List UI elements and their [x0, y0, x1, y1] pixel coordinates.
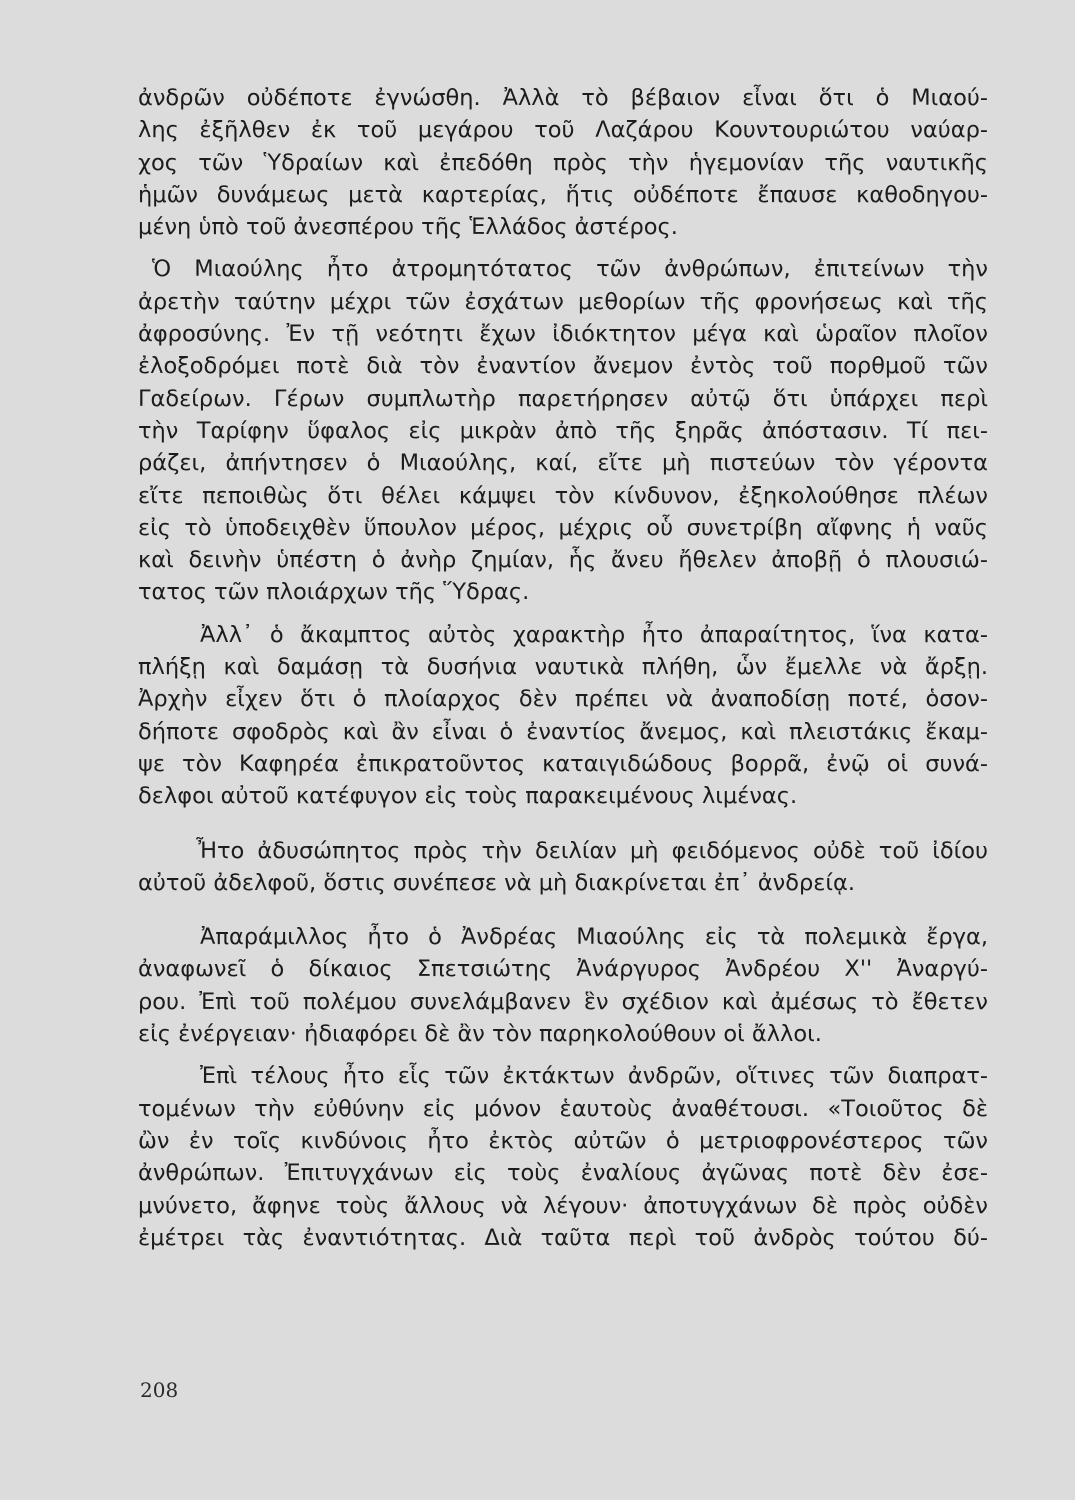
- text-line: ἀνθρώπων. Ἐπιτυγχάνων εἰς τοὺς ἐναλίους ἀγῶνας ποτὲ δὲν ἐσε-: [138, 1160, 988, 1187]
- paragraph-5: [138, 921, 988, 1050]
- text-line: ἐμέτρει τὰς ἐναντιότητας. Διὰ ταῦτα περὶ τοῦ ἀνδρὸς τούτου δύ-: [138, 1224, 988, 1251]
- text-line: Ἀπαράμιλλος ἦτο ὁ Ἀνδρέας Μιαούλης εἰς τὰ πολεμικὰ ἔργα,: [200, 924, 988, 951]
- paragraph-3: [138, 619, 988, 813]
- text-line: Ἀλλ᾽ ὁ ἄκαμπτος αὐτὸς χαρακτὴρ ἦτο ἀπαραίτητος, ἵνα κατα-: [200, 621, 988, 648]
- text-line: ἀνδρῶν οὐδέποτε ἐγνώσθη. Ἀλλὰ τὸ βέβαιον εἶναι ὅτι ὁ Μιαού-: [138, 85, 988, 111]
- text-line: τὴν Ταρίφην ὕφαλος εἰς μικρὰν ἀπὸ τῆς ξηρᾶς ἀπόστασιν. Τί πει-: [138, 417, 988, 444]
- text-line: εἴτε πεποιθὼς ὅτι θέλει κάμψει τὸν κίνδυνον, ἐξηκολούθησε πλέων: [138, 482, 988, 509]
- text-line: χος τῶν Ὑδραίων καὶ ἐπεδόθη πρὸς τὴν ἡγεμονίαν τῆς ναυτικῆς: [138, 149, 988, 176]
- text-line: πλήξῃ καὶ δαμάσῃ τὰ δυσήνια ναυτικὰ πλήθη, ὧν ἔμελλε νὰ ἄρξῃ.: [138, 654, 988, 681]
- text-line: μένη ὑπὸ τοῦ ἀνεσπέρου τῆς Ἑλλάδος ἀστέρος.: [138, 214, 678, 241]
- text-line: ἐλοξοδρόμει ποτὲ διὰ τὸν ἐναντίον ἄνεμον ἐντὸς τοῦ πορθμοῦ τῶν: [138, 353, 988, 380]
- text-line: ἀναφωνεῖ ὁ δίκαιος Σπετσιώτης Ἀνάργυρος Ἀνδρέου Χ'' Ἀναργύ-: [138, 956, 988, 983]
- text-line: ψε τὸν Καφηρέα ἐπικρατοῦντος καταιγιδώδους βορρᾶ, ἐνῷ οἱ συνά-: [138, 750, 988, 777]
- text-line: τατος τῶν πλοιάρχων τῆς Ὕδρας.: [138, 579, 530, 606]
- paragraph-gap: [138, 243, 988, 253]
- text-line: ὢν ἐν τοῖς κινδύνοις ἦτο ἐκτὸς αὐτῶν ὁ μετριοφρονέστερος τῶν: [138, 1127, 988, 1154]
- paragraph-gap: [138, 609, 988, 619]
- text-line: ἀφροσύνης. Ἐν τῇ νεότητι ἔχων ἰδιόκτητον μέγα καὶ ὡραῖον πλοῖον: [138, 321, 988, 348]
- text-line: τομένων τὴν εὐθύνην εἰς μόνον ἑαυτοὺς ἀναθέτουσι. «Τοιοῦτος δὲ: [138, 1095, 988, 1122]
- text-line: καὶ δεινὴν ὑπέστη ὁ ἀνὴρ ζημίαν, ἧς ἄνευ ἤθελεν ἀποβῇ ὁ πλουσιώ-: [138, 547, 988, 574]
- page-number: 208: [140, 1378, 179, 1402]
- paragraph-2: [138, 253, 988, 608]
- text-line: δελφοι αὐτοῦ κατέφυγον εἰς τοὺς παρακειμένους λιμένας.: [138, 783, 798, 810]
- paragraph-4: [138, 835, 988, 900]
- paragraph-6: [138, 1060, 988, 1254]
- text-line: ἀρετὴν ταύτην μέχρι τῶν ἐσχάτων μεθορίων τῆς φρονήσεως καὶ τῆς: [138, 288, 988, 315]
- text-line: Ἀρχὴν εἶχεν ὅτι ὁ πλοίαρχος δὲν πρέπει νὰ ἀναποδίσῃ ποτέ, ὁσον-: [138, 686, 988, 713]
- paragraph-gap: [138, 899, 988, 921]
- body-text: [138, 82, 988, 1254]
- text-line: Γαδείρων. Γέρων συμπλωτὴρ παρετήρησεν αὐτῷ ὅτι ὑπάρχει περὶ: [138, 385, 988, 412]
- paragraph-gap: [138, 1050, 988, 1060]
- text-line: εἰς ἐνέργειαν· ἠδιαφόρει δὲ ἂν τὸν παρηκολούθουν οἱ ἄλλοι.: [138, 1021, 822, 1048]
- text-line: Ἦτο ἀδυσώπητος πρὸς τὴν δειλίαν μὴ φειδόμενος οὐδὲ τοῦ ἰδίου: [196, 837, 988, 864]
- paragraph-1: [138, 82, 988, 243]
- text-line: ρου. Ἐπὶ τοῦ πολέμου συνελάμβανεν ἓν σχέδιον καὶ ἀμέσως τὸ ἔθετεν: [138, 988, 988, 1015]
- text-line: ράζει, ἀπήντησεν ὁ Μιαούλης, καί, εἴτε μὴ πιστεύων τὸν γέροντα: [138, 450, 988, 477]
- text-line: λης ἐξῆλθεν ἐκ τοῦ μεγάρου τοῦ Λαζάρου Κουντουριώτου ναύαρ-: [138, 117, 988, 144]
- text-line: Ἐπὶ τέλους ἦτο εἷς τῶν ἐκτάκτων ἀνδρῶν, οἵτινες τῶν διαπρατ-: [200, 1063, 988, 1090]
- text-line: ἡμῶν δυνάμεως μετὰ καρτερίας, ἥτις οὐδέποτε ἔπαυσε καθοδηγου-: [138, 181, 988, 208]
- text-line: αὐτοῦ ἀδελφοῦ, ὅστις συνέπεσε νὰ μὴ διακρίνεται ἐπ᾽ ἀνδρείᾳ.: [138, 869, 856, 896]
- text-line: δήποτε σφοδρὸς καὶ ἂν εἶναι ὁ ἐναντίος ἄνεμος, καὶ πλειστάκις ἔκαμ-: [138, 718, 988, 745]
- text-line: εἰς τὸ ὑποδειχθὲν ὕπουλον μέρος, μέχρις οὗ συνετρίβη αἴφνης ἡ ναῦς: [138, 514, 988, 541]
- text-line: Ὁ Μιαούλης ἦτο ἀτρομητότατος τῶν ἀνθρώπων, ἐπιτείνων τὴν: [152, 256, 988, 283]
- text-line: μνύνετο, ἄφηνε τοὺς ἄλλους νὰ λέγουν· ἀποτυγχάνων δὲ πρὸς οὐδὲν: [138, 1192, 988, 1219]
- paragraph-gap: [138, 813, 988, 835]
